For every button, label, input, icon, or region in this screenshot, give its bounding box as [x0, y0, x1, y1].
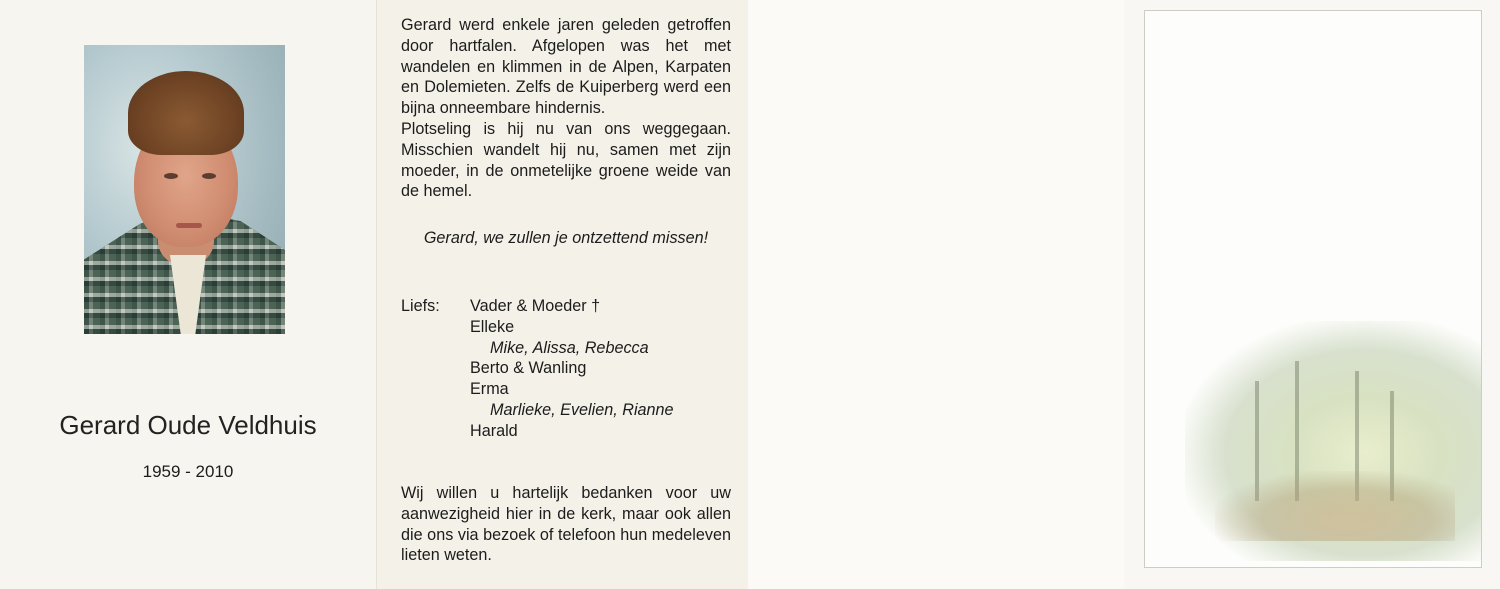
mouth: [176, 223, 202, 228]
family-children: Marlieke, Evelien, Rianne: [490, 400, 674, 419]
family-member: Erma: [470, 380, 509, 399]
right-eye: [202, 173, 216, 179]
hair: [128, 71, 244, 155]
family-names: [470, 296, 730, 442]
liefs-label: Liefs:: [401, 297, 440, 315]
left-eye: [164, 173, 178, 179]
card-front-panel: [0, 0, 376, 589]
family-member: Berto & Wanling: [470, 359, 587, 378]
family-member: Elleke: [470, 317, 515, 336]
family-member: Harald: [470, 421, 518, 440]
deceased-name: Gerard Oude Veldhuis: [59, 410, 317, 440]
family-children: Mike, Alissa, Rebecca: [490, 338, 649, 357]
card-text-panel: [376, 0, 749, 589]
picture-frame: [1144, 10, 1482, 568]
card-back-panel: [1124, 0, 1500, 589]
closing-line: Gerard, we zullen je ontzettend missen!: [423, 229, 709, 247]
blank-inner-panel: [748, 0, 1124, 589]
thanks-text: Wij willen u hartelijk bedanken voor uw aanwezigheid hier in de kerk, maar ook allen die ons via bezoek of telefoon hun medeleven lieten weten.: [401, 484, 731, 565]
intro-text: [401, 15, 731, 202]
forest-path-picture: [1185, 321, 1482, 561]
intro-paragraph-2: Plotseling is hij nu van ons weggegaan. Misschien wandelt hij nu, samen met zijn moeder, in de onmetelijke groene weide van de hemel.: [401, 119, 731, 201]
portrait-photo: [84, 45, 285, 334]
intro-paragraph-1: Gerard werd enkele jaren geleden getroffen door hartfalen. Afgelopen was het met wandelen en klimmen in de Alpen, Karpaten en Dolemieten. Zelfs de Kuiperberg werd een bijna onneembare hindernis.: [401, 16, 731, 118]
life-years: 1959 - 2010: [142, 462, 234, 481]
family-member: Vader & Moeder †: [470, 297, 601, 315]
forest-path: [1215, 471, 1455, 541]
